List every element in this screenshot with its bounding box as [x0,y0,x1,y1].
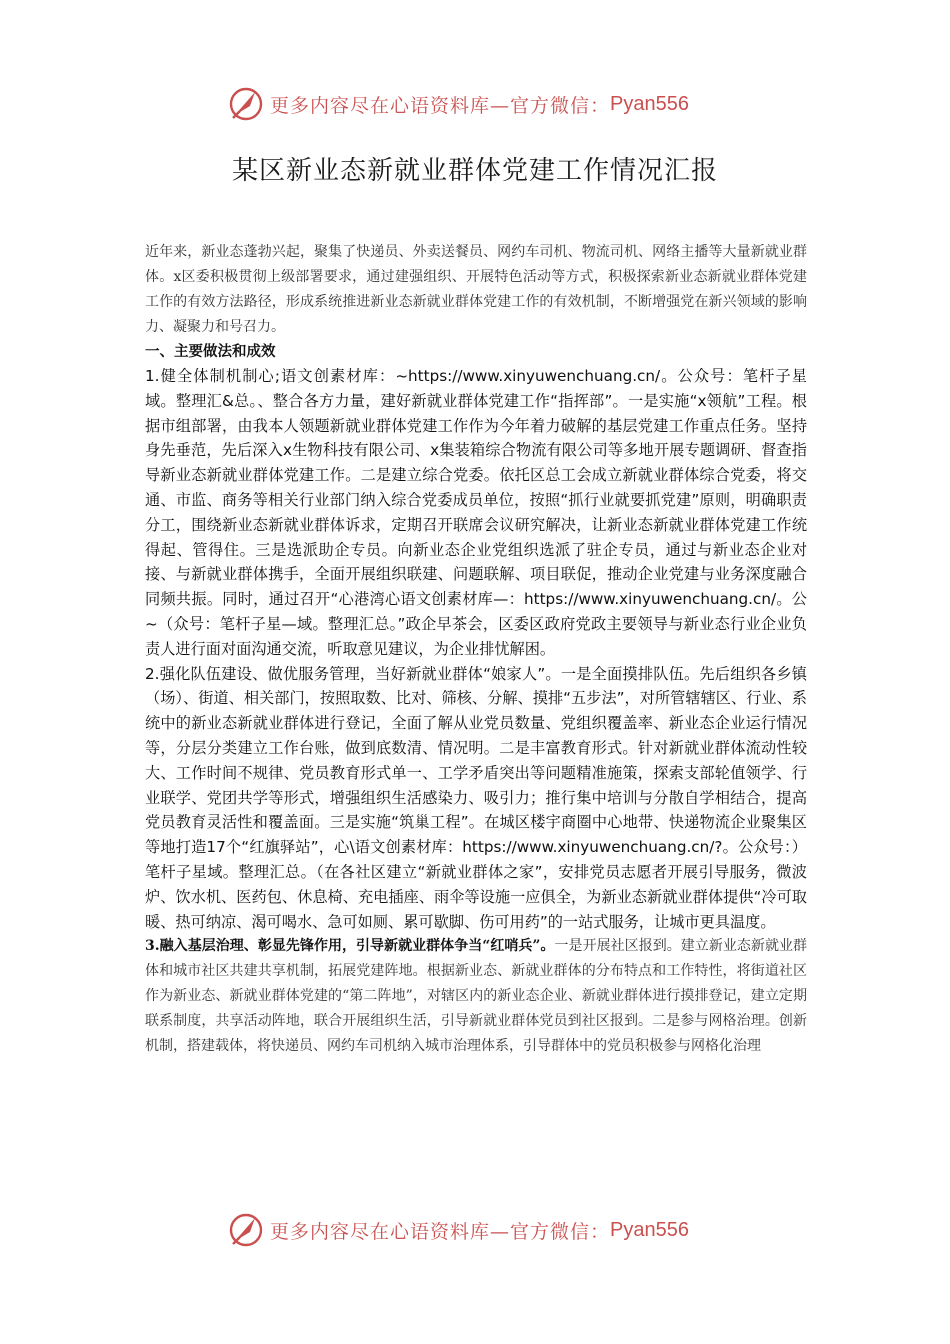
quill-logo-icon [226,1210,266,1250]
section-heading: 一、主要做法和成效 [145,344,276,360]
banner-text: 更多内容尽在心语资料库—官方微信： [270,94,611,117]
banner-brand: Pyan556 [610,1218,689,1241]
header-banner [0,82,950,126]
intro-paragraph: 近年来，新业态蓬勃兴起，聚集了快递员、外卖送餐员、网约车司机、物流司机、网络主播等大量新就业群体。x区委积极贯彻上级部署要求，通过建强组织、开展特色活动等方式，积极探索新业态新就业群体党建工作的有效方法路径，形成系统推进新业态新就业群体党建工作的有效机制，不断增强党在新兴领域的影响力、凝聚力和号召力。 [145,244,807,335]
document-body [145,240,807,1059]
paragraph-1: 1.健全体制机制心;语文创素材库：~https://www.xinyuwenchuang.cn/。公众号：笔杆子星域。整理汇&总。、整合各方力量，建好新就业群体党建工作“指挥部”。一是实施“x领航”工程。根据市组部署，由我本人领题新就业群体党建工作作为今年着力破解的基层党建工作重点任务。坚持身先垂范，先后深入x生物科技有限公司、x集装箱综合物流有限公司等多地开展专题调研、督查指导新业态新就业群体党建工作。二是建立综合党委。依托区总工会成立新就业群体综合党委，将交通、市监、商务等相关行业部门纳入综合党委成员单位，按照“抓行业就要抓党建”原则，明确职责分工，围绕新业态新就业群体诉求，定期召开联席会议研究解决，让新业态新就业群体党建工作统得起、管得住。三是选派助企专员。向新业态企业党组织选派了驻企专员，通过与新业态企业对接、与新就业群体携手，全面开展组织联建、问题联解、项目联促，推动企业党建与业务深度融合同频共振。同时，通过召开“心港湾心语文创素材库—：https://www.xinyuwenchuang.cn/。公~（众号：笔杆子星—域。整理汇总。”政企早茶会，区委区政府党政主要领导与新业态行业企业负责人进行面对面沟通交流，听取意见建议，为企业排忧解困。 [145,367,807,658]
paragraph-3-lead-tail: 一是开展社区报到。 [554,938,681,955]
document-title: 某区新业态新就业群体党建工作情况汇报 [231,156,718,186]
paragraph-2: 2.强化队伍建设、做优服务管理，当好新就业群体“娘家人”。一是全面摸排队伍。先后组织各乡镇（场）、街道、相关部门，按照取数、比对、筛核、分解、摸排“五步法”，对所管辖辖区、行业、系统中的新业态新就业群体进行登记，全面了解从业党员数量、党组织覆盖率、新业态企业运行情况等，分层分类建立工作台账，做到底数清、情况明。二是丰富教育形式。针对新就业群体流动性较大、工作时间不规律、党员教育形式单一、工学矛盾突出等问题精准施策，探索支部轮值领学、行业联学、党团共学等形式，增强组织生活感染力、吸引力；推行集中培训与分散自学相结合，提高党员教育灵活性和覆盖面。三是实施“筑巢工程”。在城区楼宇商圈中心地带、快递物流企业聚集区等地打造17个“红旗驿站”，心\语文创素材库：https://www.xinyuwenchuang.cn/?。公众号：）笔杆子星域。整理汇总。（在各社区建立“新就业群体之家”，安排党员志愿者开展引导服务，微波炉、饮水机、医药包、休息椅、充电插座、雨伞等设施一应俱全，为新业态新就业群体提供“冷可取暖、热可纳凉、渴可喝水、急可如厕、累可歇脚、伤可用药”的一站式服务，让城市更具温度。 [145,664,807,931]
paragraph-3 [145,934,807,1059]
paragraph-3-lead: 3.融入基层治理、彰显先锋作用，引导新就业群体争当“红哨兵”。 [145,938,555,955]
footer-banner [0,1208,950,1252]
quill-logo-icon [226,84,266,124]
banner-text: 更多内容尽在心语资料库—官方微信： [270,1220,611,1243]
paragraph-3-body: 建立新业态新就业群体和城市社区共建共享机制，拓展党建阵地。根据新业态、新就业群体的分布特点和工作特性，将街道社区作为新业态、新就业群体党建的“第二阵地”，对辖区内的新业态企业、新就业群体进行摸排登记，建立定期联系制度，共享活动阵地，联合开展组织生活，引导新就业群体党员到社区报到。二是参与网格治理。创新机制，搭建载体，将快递员、网约车司机纳入城市治理体系，引导群体中的党员积极参与网格化治理 [145,938,807,1055]
banner-brand: Pyan556 [610,92,689,115]
